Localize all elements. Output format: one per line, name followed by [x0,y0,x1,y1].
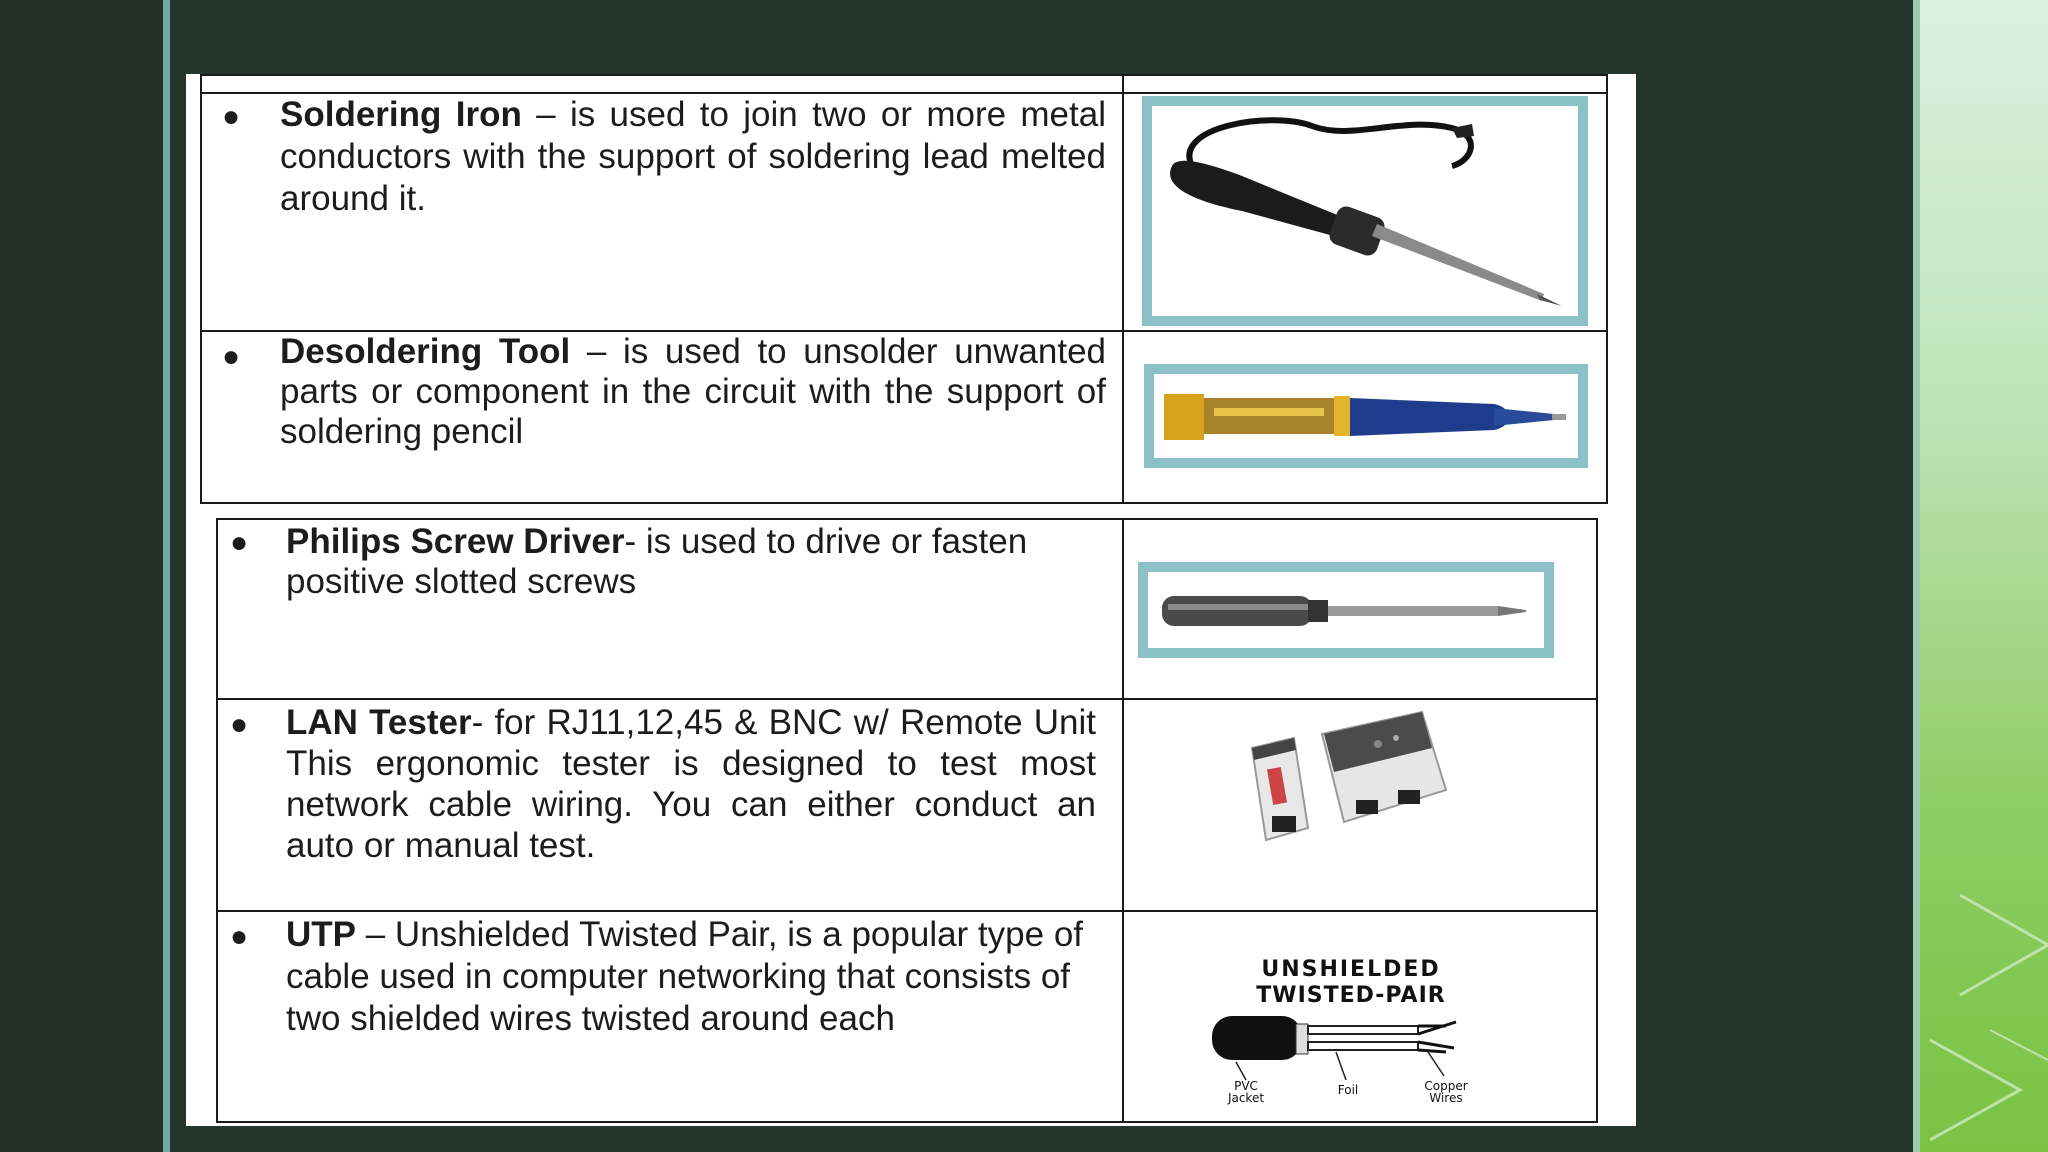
table-border [216,518,218,1123]
item-term: Soldering Iron [280,95,522,134]
table-border [216,910,1598,912]
tools-table-bottom [216,518,1598,1123]
table-border [1122,74,1124,504]
right-decorative-panel [1920,0,2048,1152]
desoldering-tool-icon [1154,374,1578,458]
table-border [216,1121,1598,1123]
bullet-point: ● [230,526,249,559]
soldering-iron-image-frame [1142,96,1588,326]
utp-title-line2: TWISTED-PAIR [1256,983,1446,1008]
bullet-point: ● [230,920,249,953]
item-text [286,702,1096,866]
tools-table-top [200,74,1608,504]
bullet-point: ● [222,340,241,373]
left-accent-stripe [163,0,170,1152]
utp-title-line1: UNSHIELDED [1261,957,1441,982]
bullet-point: ● [230,708,249,741]
chevron-decoration-icon [1920,0,2048,1152]
utp-label-wires-1: Copper [1424,1079,1468,1093]
item-description: - for RJ11,12,45 & BNC w/ Remote Unit This ergonomic tester is designed to test most network cable wiring. You can either conduct an auto or manual test. [286,703,1096,865]
item-text [280,332,1106,452]
utp-cable-icon [1206,952,1516,1112]
item-text [280,94,1106,220]
screwdriver-icon [1148,572,1544,648]
item-description: – Unshielded Twisted Pair, is a popular type of cable used in computer networking that consists of two shielded wires twisted around each [286,915,1084,1038]
table-border [216,518,1598,520]
bullet-point: ● [222,100,241,133]
right-accent-stripe [1913,0,1920,1152]
desoldering-tool-image-frame [1144,364,1588,468]
utp-label-wires-2: Wires [1429,1091,1463,1105]
soldering-iron-icon [1152,106,1578,316]
item-description: – is used to join two or more metal conductors with the support of soldering lead melted around it. [280,95,1106,218]
item-text [286,522,1096,602]
screwdriver-image-frame [1138,562,1554,658]
item-text [286,914,1096,1040]
table-border [1606,74,1608,504]
item-term: UTP [286,915,356,954]
table-border [216,698,1598,700]
table-border [200,74,1608,76]
table-border [200,74,202,504]
lan-tester-icon [1246,708,1506,858]
left-sidebar-bar [0,0,163,1152]
item-description: - is used to drive or fasten positive slotted screws [286,522,1028,601]
item-term: Philips Screw Driver [286,522,625,561]
item-term: Desoldering Tool [280,332,571,371]
utp-label-jacket-1: PVC [1234,1079,1258,1093]
utp-label-foil: Foil [1337,1083,1359,1097]
table-border [200,502,1608,504]
utp-label-jacket-2: Jacket [1227,1091,1265,1105]
table-border [1596,518,1598,1123]
item-term: LAN Tester [286,703,472,742]
item-description: – is used to unsolder unwanted parts or component in the circuit with the support of soldering pencil [280,332,1106,451]
table-border [1122,518,1124,1123]
